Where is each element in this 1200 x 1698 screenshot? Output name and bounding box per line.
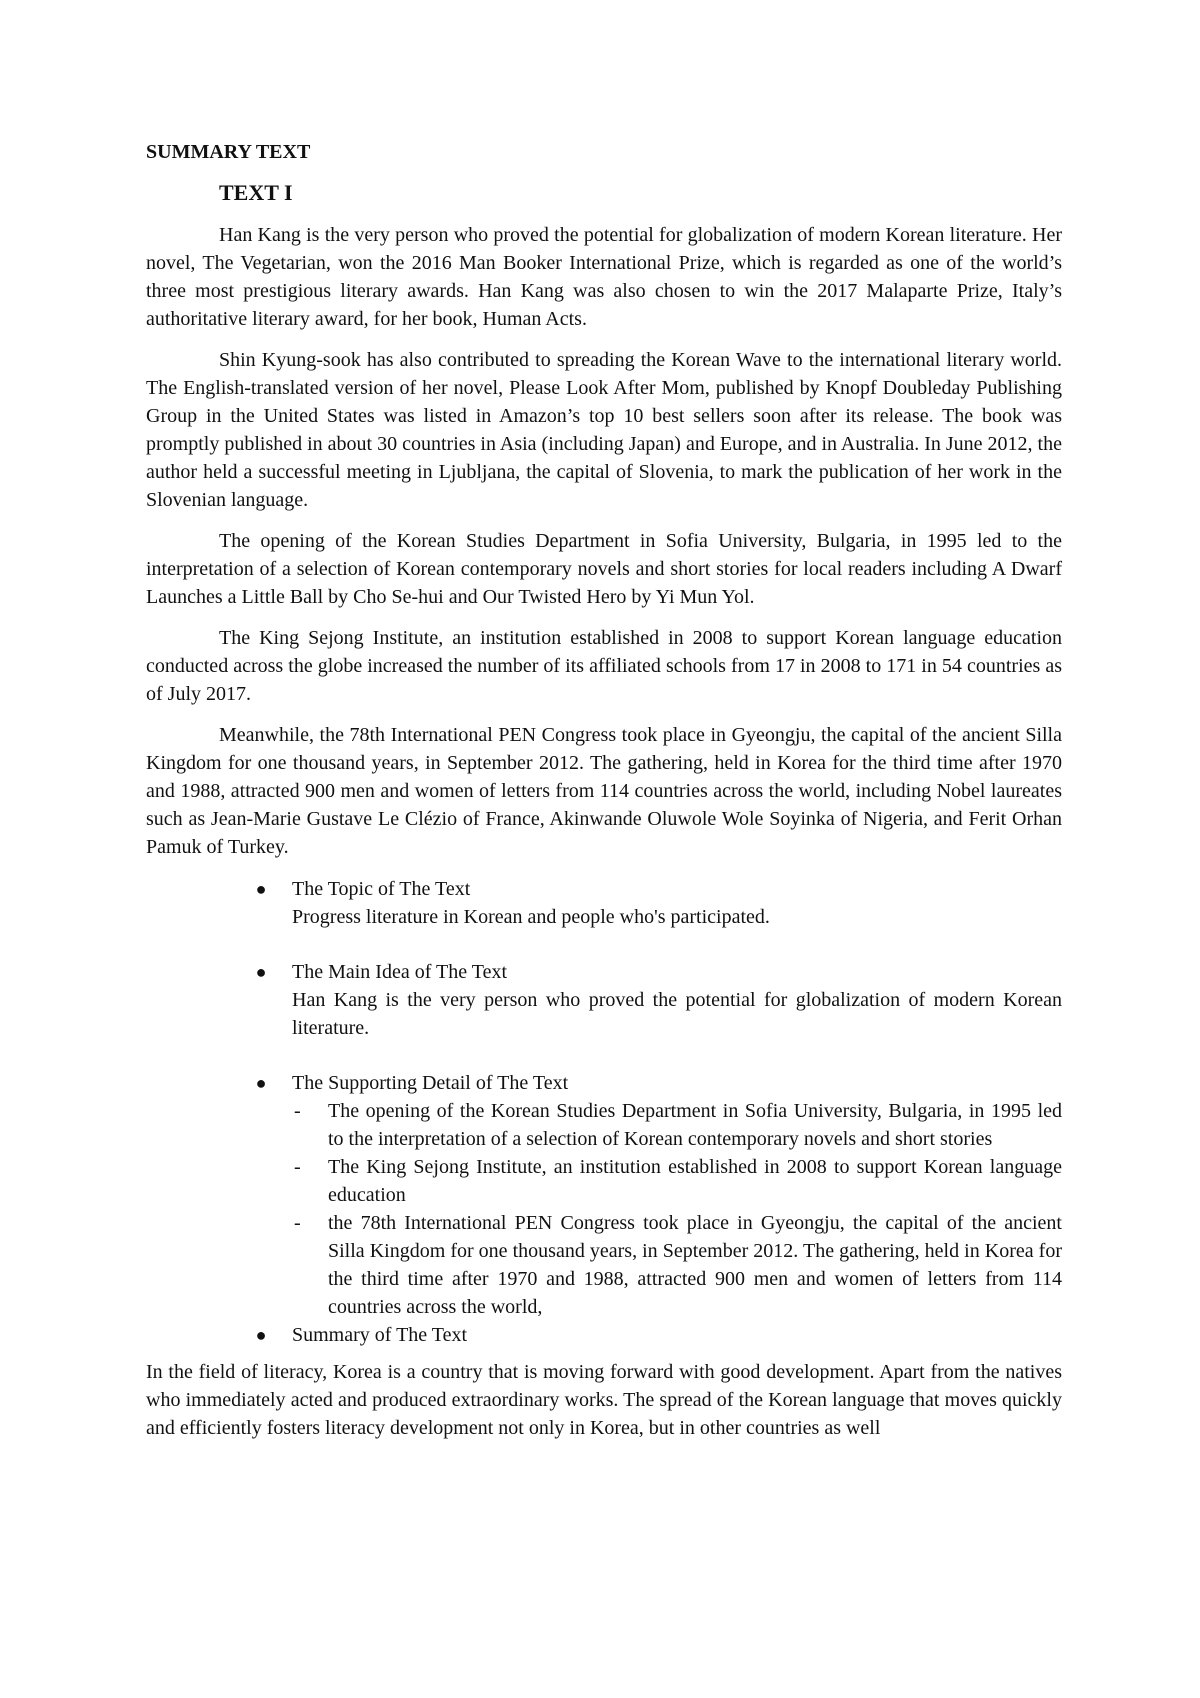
paragraph-king-sejong: The King Sejong Institute, an institution established in 2008 to support Korean language education conducted across the globe increased the number of its affiliated schools from 17 in 2008 to 171 in 54 countries as of July 2017. [146,627,1062,705]
dash-marker: - [294,1212,301,1234]
bullet-icon: ● [255,879,267,899]
topic-item [146,875,1062,931]
bullet-icon: ● [255,1073,267,1093]
dash-marker: - [294,1156,301,1178]
supporting-detail-text: The King Sejong Institute, an institution established in 2008 to support Korean language education [328,1156,1062,1206]
paragraph-pen-congress: Meanwhile, the 78th International PEN Congress took place in Gyeongju, the capital of the ancient Silla Kingdom for one thousand years, in September 2012. The gathering, held in Korea for the third time after 1970 and 1988, attracted 900 men and women of letters from 114 countries across the world, including Nobel laureates such as Jean-Marie Gustave Le Clézio of France, Akinwande Oluwole Wole Soyinka of Nigeria, and Ferit Orhan Pamuk of Turkey. [146,724,1062,858]
paragraph-han-kang: Han Kang is the very person who proved the potential for globalization of modern Korean literature. Her novel, The Vegetarian, won the 2016 Man Booker International Prize, which is regarded as one of the world’s three most prestigious literary awards. Han Kang was also chosen to win the 2017 Malaparte Prize, Italy’s authoritative literary award, for her book, Human Acts. [146,224,1062,330]
main-idea-heading: The Main Idea of The Text [292,961,508,983]
document-page [146,138,1062,1442]
supporting-detail [292,1097,1062,1153]
supporting-detail-item [146,1069,1062,1321]
section-title: TEXT I [219,180,293,205]
paragraph-sofia-university: The opening of the Korean Studies Department in Sofia University, Bulgaria, in 1995 led to the interpretation of a selection of Korean contemporary novels and short stories for local readers including A Dwarf Launches a Little Ball by Cho Se-hui and Our Twisted Hero by Yi Mun Yol. [146,530,1062,608]
main-idea-item [146,958,1062,1042]
document-title: SUMMARY TEXT [146,141,311,163]
dash-marker: - [294,1100,301,1122]
supporting-detail-text: The opening of the Korean Studies Department in Sofia University, Bulgaria, in 1995 led to the interpretation of a selection of Korean contemporary novels and short stories [328,1100,1062,1150]
summary-item [146,1321,1062,1349]
topic-heading: The Topic of The Text [292,878,471,900]
bullet-icon: ● [255,1325,267,1345]
supporting-detail-heading: The Supporting Detail of The Text [292,1072,569,1094]
supporting-detail [292,1209,1062,1321]
analysis-list [146,875,1062,1349]
supporting-detail [292,1153,1062,1209]
topic-body: Progress literature in Korean and people who's participated. [292,906,770,928]
bullet-icon: ● [255,962,267,982]
summary-heading: Summary of The Text [292,1324,468,1346]
supporting-detail-text: the 78th International PEN Congress took place in Gyeongju, the capital of the ancient Silla Kingdom for one thousand years, in September 2012. The gathering, held in Korea for the third time after 1970 and 1988, attracted 900 men and women of letters from 114 countries across the world, [328,1212,1062,1318]
summary-body: In the field of literacy, Korea is a country that is moving forward with good development. Apart from the natives who immediately acted and produced extraordinary works. The spread of the Korean language that moves quickly and efficiently fosters literacy development not only in Korea, but in other countries as well [146,1361,1062,1439]
paragraph-shin-kyung-sook: Shin Kyung-sook has also contributed to spreading the Korean Wave to the international literary world. The English-translated version of her novel, Please Look After Mom, published by Knopf Doubleday Publishing Group in the United States was listed in Amazon’s top 10 best sellers soon after its release. The book was promptly published in about 30 countries in Asia (including Japan) and Europe, and in Australia. In June 2012, the author held a successful meeting in Ljubljana, the capital of Slovenia, to mark the publication of her work in the Slovenian language. [146,349,1062,511]
main-idea-body: Han Kang is the very person who proved the potential for globalization of modern Korean literature. [292,989,1062,1039]
supporting-detail-list [292,1097,1062,1321]
